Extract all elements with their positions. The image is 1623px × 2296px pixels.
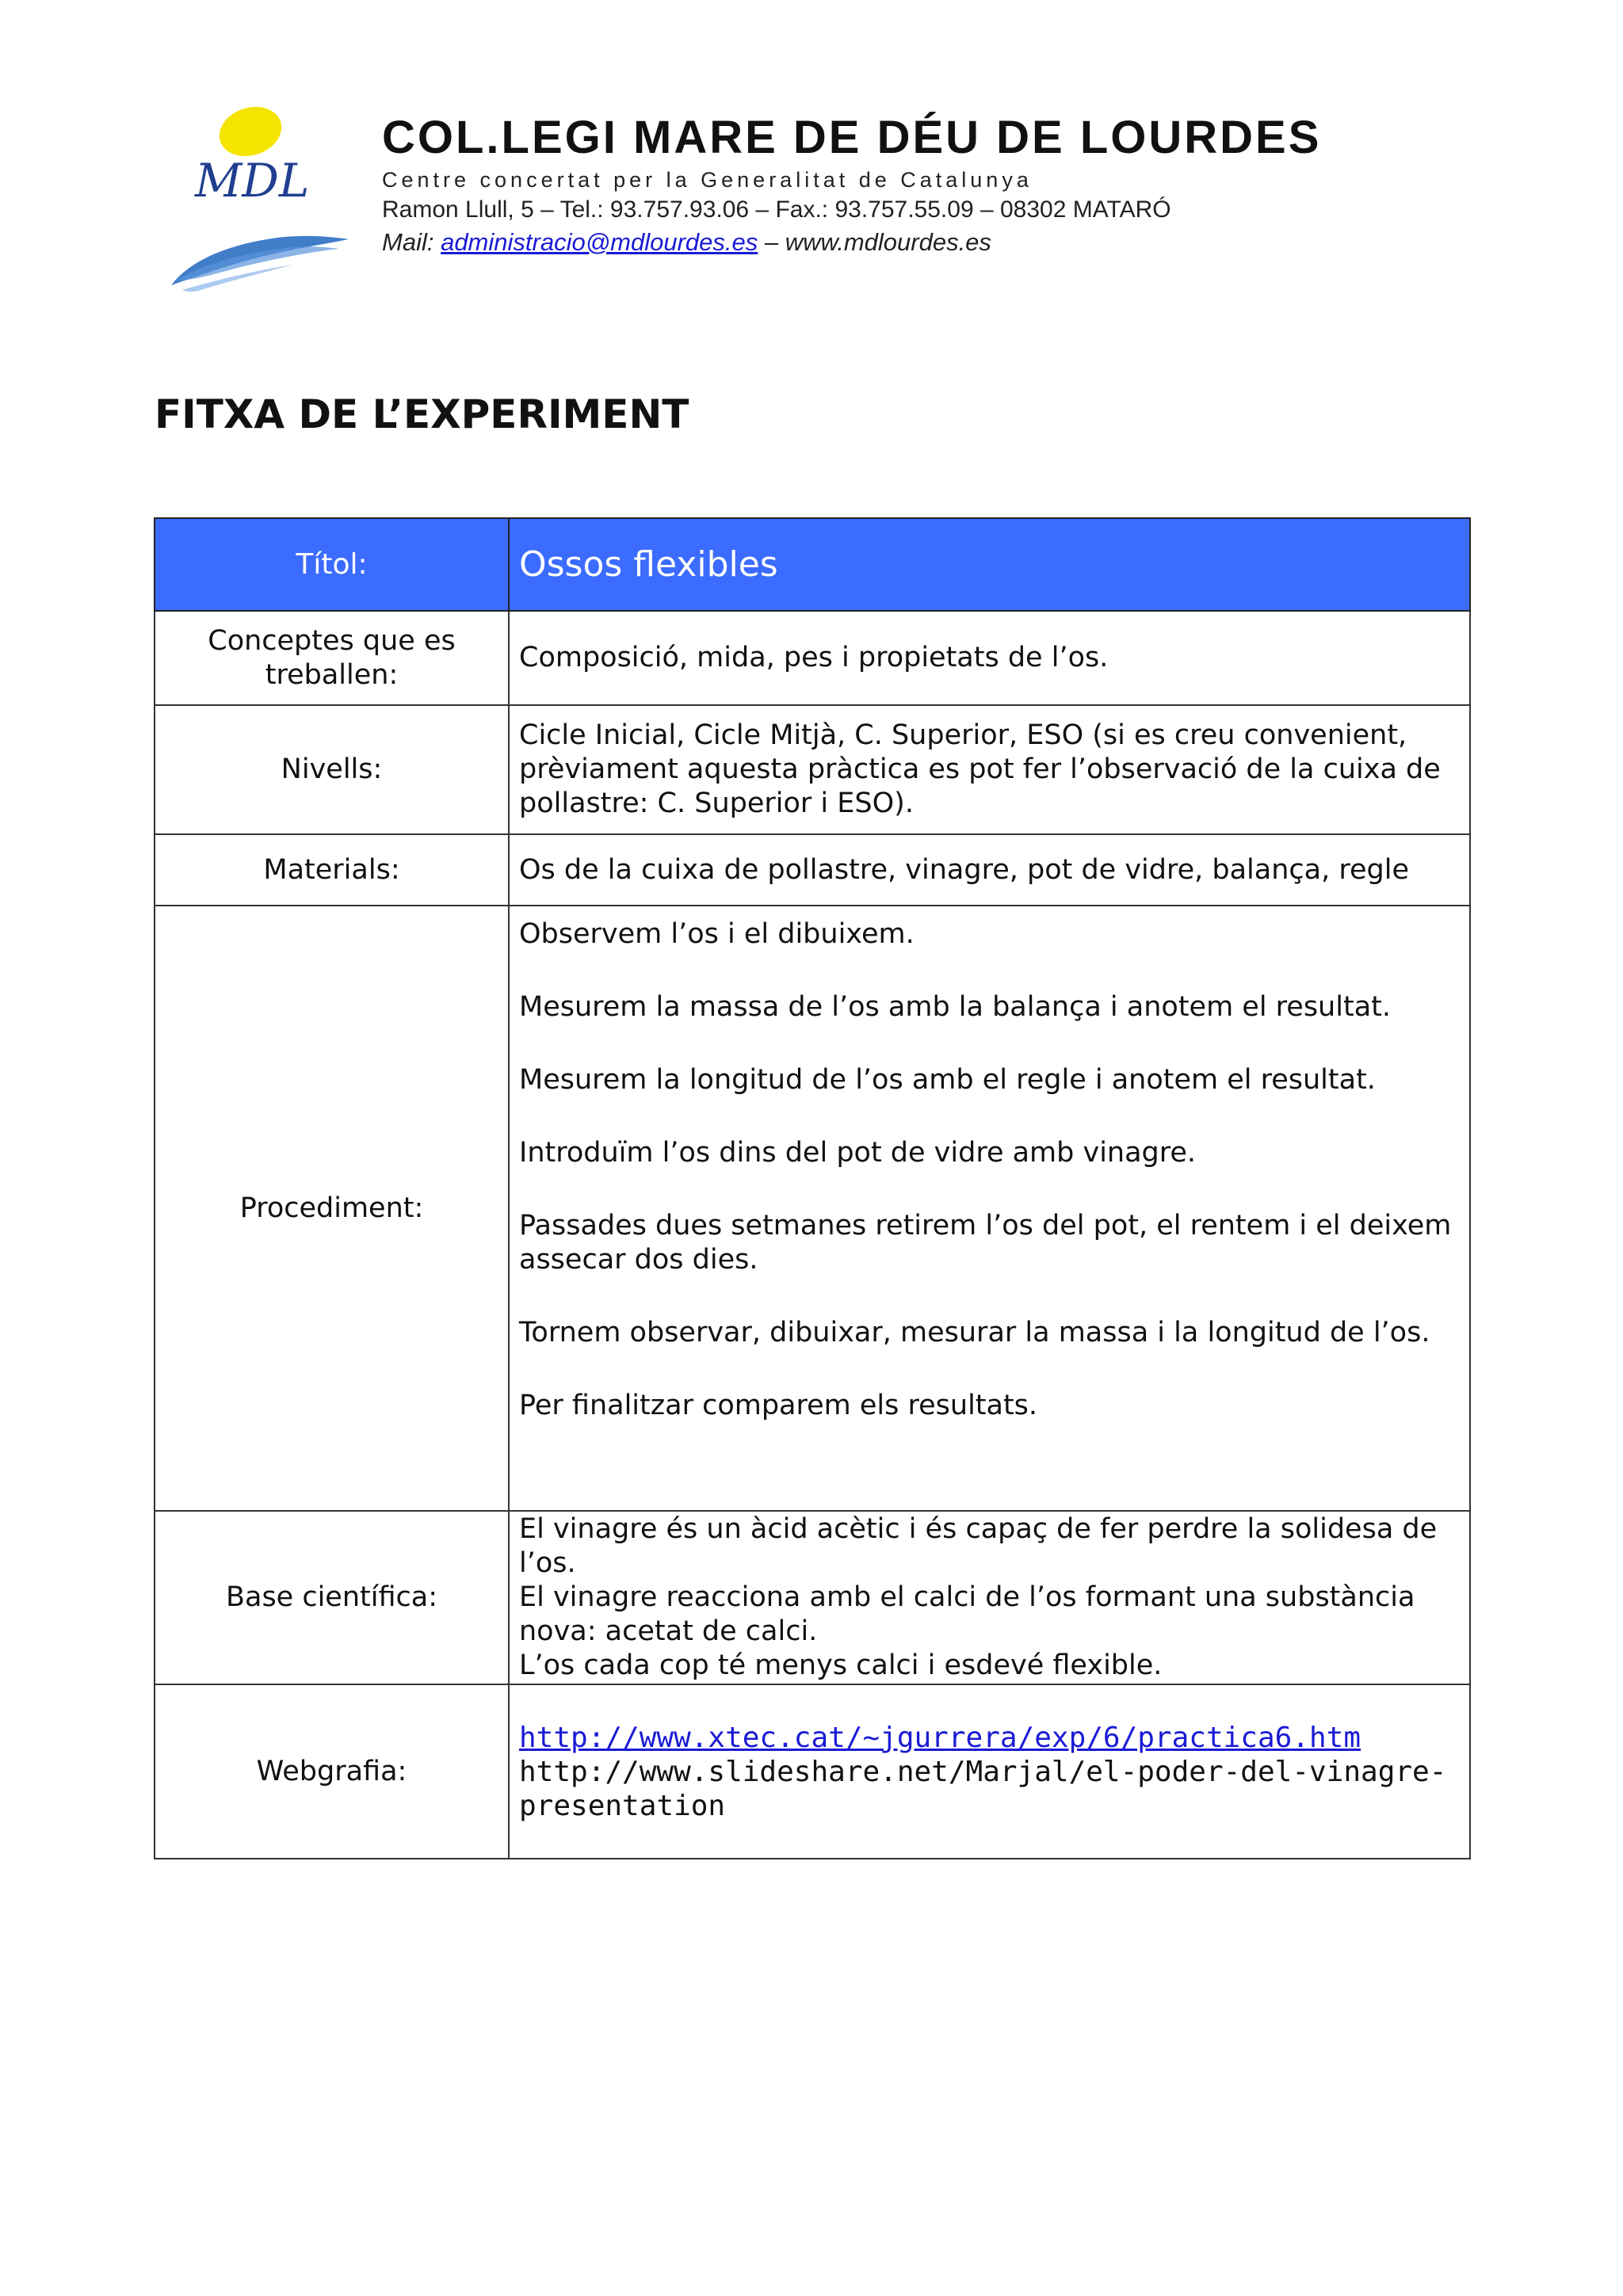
science-line: El vinagre és un àcid acètic i és capaç de fer perdre la solidesa de l’os.	[519, 1513, 1438, 1579]
web-links	[509, 1684, 1470, 1859]
materials-label: Materials:	[155, 834, 509, 906]
procedure-step: Mesurem la massa de l’os amb la balança i anotem el resultat.	[519, 991, 1391, 1023]
school-logo	[158, 101, 357, 315]
materials-row	[155, 834, 1470, 906]
logo-text: MDL	[195, 154, 310, 208]
title-row	[155, 518, 1470, 611]
mail-label: Mail:	[382, 228, 434, 256]
concepts-label: Conceptes que es treballen:	[155, 611, 509, 705]
procedure-step: Observem l’os i el dibuixem.	[519, 918, 915, 950]
science-line: L’os cada cop té menys calci i esdevé flexible.	[519, 1650, 1163, 1681]
levels-value: Cicle Inicial, Cicle Mitjà, C. Superior, ESO (si es creu convenient, prèviament aquesta pràctica es pot fer l’observació de la cuixa de pollastre: C. Superior i ESO).	[509, 705, 1470, 834]
procedure-step: Tornem observar, dibuixar, mesurar la massa i la longitud de l’os.	[519, 1317, 1430, 1348]
levels-label: Nivells:	[155, 705, 509, 834]
science-text	[509, 1511, 1470, 1684]
school-contact	[382, 228, 991, 257]
concepts-row	[155, 611, 1470, 705]
web-link[interactable]: http://www.xtec.cat/~jgurrera/exp/6/practica6.htm	[519, 1721, 1361, 1754]
experiment-table	[154, 517, 1471, 1859]
website-text: www.mdlourdes.es	[785, 228, 991, 256]
procedure-step: Per finalitzar comparem els resultats.	[519, 1390, 1038, 1421]
mail-link[interactable]: administracio@mdlourdes.es	[441, 228, 758, 256]
title-value: Ossos flexibles	[509, 518, 1470, 611]
school-subtitle: Centre concertat per la Generalitat de Catalunya	[382, 168, 1033, 192]
levels-row	[155, 705, 1470, 834]
web-link-plain: http://www.slideshare.net/Marjal/el-poder-del-vinagre-presentation	[519, 1755, 1447, 1822]
procedure-step: Introduïm l’os dins del pot de vidre amb vinagre.	[519, 1137, 1197, 1169]
procedure-step: Passades dues setmanes retirem l’os del pot, el rentem i el deixem assecar dos dies.	[519, 1210, 1452, 1276]
procedure-row	[155, 906, 1470, 1511]
procedure-step: Mesurem la longitud de l’os amb el regle i anotem el resultat.	[519, 1064, 1376, 1096]
web-label: Webgrafia:	[155, 1684, 509, 1859]
school-name: COL.LEGI MARE DE DÉU DE LOURDES	[382, 112, 1322, 163]
science-label: Base científica:	[155, 1511, 509, 1684]
web-row	[155, 1684, 1470, 1859]
mdl-logo-graphic	[158, 101, 357, 315]
title-label: Títol:	[155, 518, 509, 611]
page-title: FITXA DE L’EXPERIMENT	[155, 391, 689, 437]
concepts-value: Composició, mida, pes i propietats de l’os.	[509, 611, 1470, 705]
school-address: Ramon Llull, 5 – Tel.: 93.757.93.06 – Fax.: 93.757.55.09 – 08302 MATARÓ	[382, 196, 1171, 223]
procedure-label: Procediment:	[155, 906, 509, 1511]
science-row	[155, 1511, 1470, 1684]
materials-value: Os de la cuixa de pollastre, vinagre, pot de vidre, balança, regle	[509, 834, 1470, 906]
science-line: El vinagre reacciona amb el calci de l’os formant una substància nova: acetat de calci.	[519, 1581, 1415, 1647]
procedure-list	[509, 906, 1470, 1511]
mail-separator: –	[764, 228, 779, 256]
